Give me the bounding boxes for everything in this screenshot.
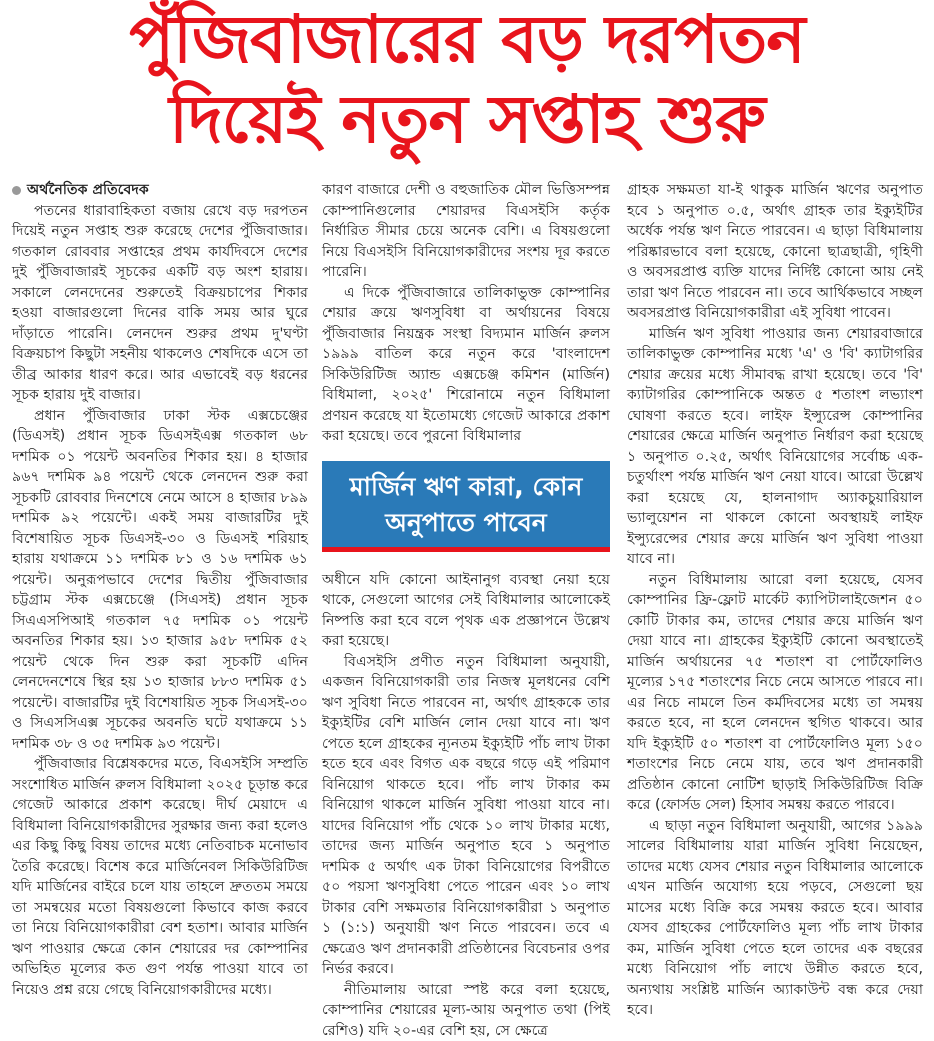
subheading-line-2: অনুপাতে পাবেন: [326, 505, 606, 541]
paragraph: এ ছাড়া নতুন বিধিমালা অনুযায়ী, আগের ১৯৯৯ সালের বিধিমালায় যারা মার্জিন সুবিধা নিয়েছেন, তাদের মধ্যে যেসব শেয়ার নতুন বিধিমালার আলোকে এখন মার্জিন অযোগ্য হয়ে পড়বে, সেগুলো ছয় মাসের মধ্যে বিক্রি করে সমন্বয় করতে হবে। আবার যেসব গ্রাহকের পোর্টফোলিও মূল্য পাঁচ লাখ টাকার কম, মার্জিন সুবিধা পেতে হলে তাদের এক বছরের মধ্যে বিনিয়োগ পাঁচ লাখে উন্নীত করতে হবে, অন্যথায় সংশ্লিষ্ট মার্জিন অ্যাকাউন্ট বন্ধ করে দেয়া হবে।: [627, 816, 923, 1021]
paragraph: নীতিমালায় আরো স্পষ্ট করে বলা হয়েছে, কোম্পানির শেয়ারের মূল্য-আয় অনুপাত তথা (পিই রেশিও) যদি ২০-এর বেশি হয়, সে ক্ষেত্রে: [322, 980, 610, 1041]
article-column-3: [627, 180, 923, 1021]
bullet-dot-icon: [12, 186, 21, 195]
headline: [0, 0, 934, 160]
paragraph: কারণ বাজারে দেশী ও বহুজাতিক মৌল ভিত্তিসম্পন্ন কোম্পানিগুলোর শেয়ারদর বিএসইসি কর্তৃক নির্ধারিত সীমার চেয়ে অনেক বেশি। এ বিষয়গুলো নিয়ে বিএসইসি বিনিয়োগকারীদের সংশয় দূর করতে পারেনি।: [322, 180, 610, 283]
paragraph: অধীনে যদি কোনো আইনানুগ ব্যবস্থা নেয়া হয়ে থাকে, সেগুলো আগের সেই বিধিমালার আলোকেই নিষ্পত্তি করা হবে বলে পৃথক এক প্রজ্ঞাপনে উল্লেখ করা হয়েছে।: [322, 570, 610, 652]
subheading-line-1: মার্জিন ঋণ কারা, কোন: [326, 469, 606, 505]
byline-text: অর্থনৈতিক প্রতিবেদক: [27, 180, 149, 201]
paragraph: গ্রাহক সক্ষমতা যা-ই থাকুক মার্জিন ঋণের অনুপাত হবে ১ অনুপাত ০.৫, অর্থাৎ গ্রাহক তার ইক্যুইটির অর্ধেক পর্যন্ত ঋণ নিতে পারবেন। এ ছাড়া বিধিমালায় পরিষ্কারভাবে বলা হয়েছে, কোনো ছাত্রছাত্রী, গৃহিণী ও অবসরপ্রাপ্ত ব্যক্তি যাদের নির্দিষ্ট কোনো আয় নেই তারা ঋণ নিতে পারবেন না। তবে আর্থিকভাবে সচ্ছল অবসরপ্রাপ্ত বিনিয়োগকারীরা এই সুবিধা পাবেন।: [627, 180, 923, 324]
article-column-1: [12, 180, 308, 1000]
paragraph: প্রধান পুঁজিবাজার ঢাকা স্টক এক্সচেঞ্জের (ডিএসই) প্রধান সূচক ডিএসইএক্স গতকাল ৬৮ দশমিক ০১ পয়েন্ট অবনতির শিকার হয়। ৪ হাজার ৯৬৭ দশমিক ৯৪ পয়েন্ট থেকে লেনদেন শুরু করা সূচকটি রোববার দিনশেষে নেমে আসে ৪ হাজার ৮৯৯ দশমিক ৯২ পয়েন্টে। একই সময় বাজারটির দুই বিশেষায়িত সূচক ডিএসই-৩০ ও ডিএসই শরিয়াহ হারায় যথাক্রমে ১১ দশমিক ৮১ ও ১৬ দশমিক ৬১ পয়েন্ট। অনুরূপভাবে দেশের দ্বিতীয় পুঁজিবাজার চট্টগ্রাম স্টক এক্সচেঞ্জে (সিএসই) প্রধান সূচক সিএএসপিআই গতকাল ৭৫ দশমিক ০১ পয়েন্ট অবনতির শিকার হয়। ১৩ হাজার ৯৫৮ দশমিক ৫২ পয়েন্ট থেকে দিন শুরু করা সূচকটি এদিন লেনদেনশেষে স্থির হয় ১৩ হাজার ৮৮৩ দশমিক ৫১ পয়েন্টে। বাজারটির দুই বিশেষায়িত সূচক সিএসই-৩০ ও সিএসসিএক্স সূচকের অবনতি ঘটে যথাক্রমে ১১ দশমিক ৩৮ ও ৩৫ দশমিক ৯৩ পয়েন্ট।: [12, 406, 308, 755]
headline-line-2: দিয়েই নতুন সপ্তাহ শুরু: [0, 80, 934, 160]
paragraph: নতুন বিধিমালায় আরো বলা হয়েছে, যেসব কোম্পানির ফ্রি-ফ্লোট মার্কেট ক্যাপিটালাইজেশন ৫০ কোটি টাকার কম, তাদের শেয়ার ক্রয়ে মার্জিন ঋণ দেয়া যাবে না। গ্রাহকের ইক্যুইটি কোনো অবস্থাতেই মার্জিন অর্থায়নের ৭৫ শতাংশ বা পোর্টফোলিও মূল্যের ১৭৫ শতাংশের নিচে নেমে আসতে পারবে না। এর নিচে নামলে তিন কর্মদিবসের মধ্যে তা সমন্বয় করতে হবে, না হলে লেনদেন স্থগিত থাকবে। আর যদি ইক্যুইটি ৫০ শতাংশ বা পোর্টফোলিও মূল্য ১৫০ শতাংশের নিচে নেমে যায়, তবে ঋণ প্রদানকারী প্রতিষ্ঠান কোনো নোটিশ ছাড়াই সিকিউরিটিজ বিক্রি করে (ফোর্সড সেল) হিসাব সমন্বয় করতে পারবে।: [627, 570, 923, 816]
article-column-2: [322, 180, 610, 1041]
subheading-box: [322, 461, 610, 552]
paragraph: পুঁজিবাজার বিশ্লেষকদের মতে, বিএসইসি সম্প্রতি সংশোধিত মার্জিন রুলস বিধিমালা ২০২৫ চূড়ান্ত করে গেজেট আকারে প্রকাশ করেছে। দীর্ঘ মেয়াদে এ বিধিমালা বিনিয়োগকারীদের সুরক্ষার জন্য করা হলেও এর কিছু কিছু বিষয় তাদের মধ্যে নেতিবাচক মনোভাব তৈরি করেছে। বিশেষ করে মার্জিনেবল সিকিউরিটিজ যদি মার্জিনের বাইরে চলে যায় তাহলে দ্রুততম সময়ে তা সমন্বয়ের মতো বিষয়গুলো কিভাবে কাজ করবে তা নিয়ে বিনিয়োগকারীরা বেশ হতাশ। আবার মার্জিন ঋণ পাওয়ার ক্ষেত্রে কোন শেয়ারের দর কোম্পানির অভিহিত মূল্যের কত গুণ পর্যন্ত পাওয়া যাবে তা নিয়েও প্রশ্ন রয়ে গেছে বিনিয়োগকারীদের মধ্যে।: [12, 754, 308, 1000]
paragraph: পতনের ধারাবাহিকতা বজায় রেখে বড় দরপতন দিয়েই নতুন সপ্তাহ শুরু করেছে দেশের পুঁজিবাজার। গতকাল রোববার সপ্তাহের প্রথম কার্যদিবসে দেশের দুই পুঁজিবাজারই সূচকের একটি বড় অংশ হারায়। সকালে লেনদেনের শুরুতেই বিক্রয়চাপের শিকার হওয়া বাজারগুলো দিনের বাকি সময় আর ঘুরে দাঁড়াতে পারেনি। লেনদেন শুরুর প্রথম দু'ঘণ্টা বিক্রয়চাপ কিছুটা সহনীয় থাকলেও শেষদিকে এসে তা তীব্র আকার ধারণ করে। আর এভাবেই বড় ধরনের সূচক হারায় দুই বাজার।: [12, 201, 308, 406]
paragraph: মার্জিন ঋণ সুবিধা পাওয়ার জন্য শেয়ারবাজারে তালিকাভুক্ত কোম্পানির মধ্যে 'এ' ও 'বি' ক্যাটাগরির শেয়ার ক্রয়ের মধ্যে সীমাবদ্ধ রাখা হয়েছে। তবে 'বি' ক্যাটাগরির কোম্পানিকে অন্তত ৫ শতাংশ লভ্যাংশ ঘোষণা করতে হবে। লাইফ ইন্স্যুরেন্স কোম্পানির শেয়ারের ক্ষেত্রে মার্জিন অনুপাত নির্ধারণ করা হয়েছে ১ অনুপাত ০.২৫, অর্থাৎ বিনিয়োগের সর্বোচ্চ এক-চতুর্থাংশ পর্যন্ত মার্জিন ঋণ নেয়া যাবে। আরো উল্লেখ করা হয়েছে যে, হালনাগাদ অ্যাকচুয়ারিয়াল ভ্যালুয়েশন না থাকলে কোনো অবস্থায়ই লাইফ ইন্স্যুরেন্সের শেয়ার ক্রয়ে মার্জিন ঋণ সুবিধা পাওয়া যাবে না।: [627, 324, 923, 570]
paragraph: এ দিকে পুঁজিবাজারে তালিকাভুক্ত কোম্পানির শেয়ার ক্রয়ে ঋণসুবিধা বা অর্থায়নের বিষয়ে পুঁজিবাজার নিয়ন্ত্রক সংস্থা বিদ্যমান মার্জিন রুলস ১৯৯৯ বাতিল করে নতুন করে 'বাংলাদেশ সিকিউরিটিজ অ্যান্ড এক্সচেঞ্জ কমিশন (মার্জিন) বিধিমালা, ২০২৫' শিরোনামে নতুন বিধিমালা প্রণয়ন করেছে যা ইতোমধ্যে গেজেট আকারে প্রকাশ করা হয়েছে। তবে পুরনো বিধিমালার: [322, 283, 610, 447]
paragraph: বিএসইসি প্রণীত নতুন বিধিমালা অনুযায়ী, একজন বিনিয়োগকারী তার নিজস্ব মূলধনের বেশি ঋণ সুবিধা নিতে পারবেন না, অর্থাৎ গ্রাহককে তার ইক্যুইটির বেশি মার্জিন লোন দেয়া যাবে না। ঋণ পেতে হলে গ্রাহকের ন্যূনতম ইক্যুইটি পাঁচ লাখ টাকা হতে হবে এবং বিগত এক বছরে গড়ে এই পরিমাণ বিনিয়োগ থাকতে হবে। পাঁচ লাখ টাকার কম বিনিয়োগ থাকলে মার্জিন সুবিধা পাওয়া যাবে না। যাদের বিনিয়োগ পাঁচ থেকে ১০ লাখ টাকার মধ্যে, তাদের জন্য মার্জিন অনুপাত হবে ১ অনুপাত দশমিক ৫ অর্থাৎ এক টাকা বিনিয়োগের বিপরীতে ৫০ পয়সা ঋণসুবিধা পেতে পারেন এবং ১০ লাখ টাকার বেশি সক্ষমতার বিনিয়োগকারীরা ১ অনুপাত ১ (১:১) অনুযায়ী ঋণ নিতে পারবেন। তবে এ ক্ষেত্রেও ঋণ প্রদানকারী প্রতিষ্ঠানের বিবেচনার ওপর নির্ভর করবে।: [322, 652, 610, 980]
byline: [12, 180, 308, 201]
headline-line-1: পুঁজিবাজারের বড় দরপতন: [0, 0, 934, 80]
